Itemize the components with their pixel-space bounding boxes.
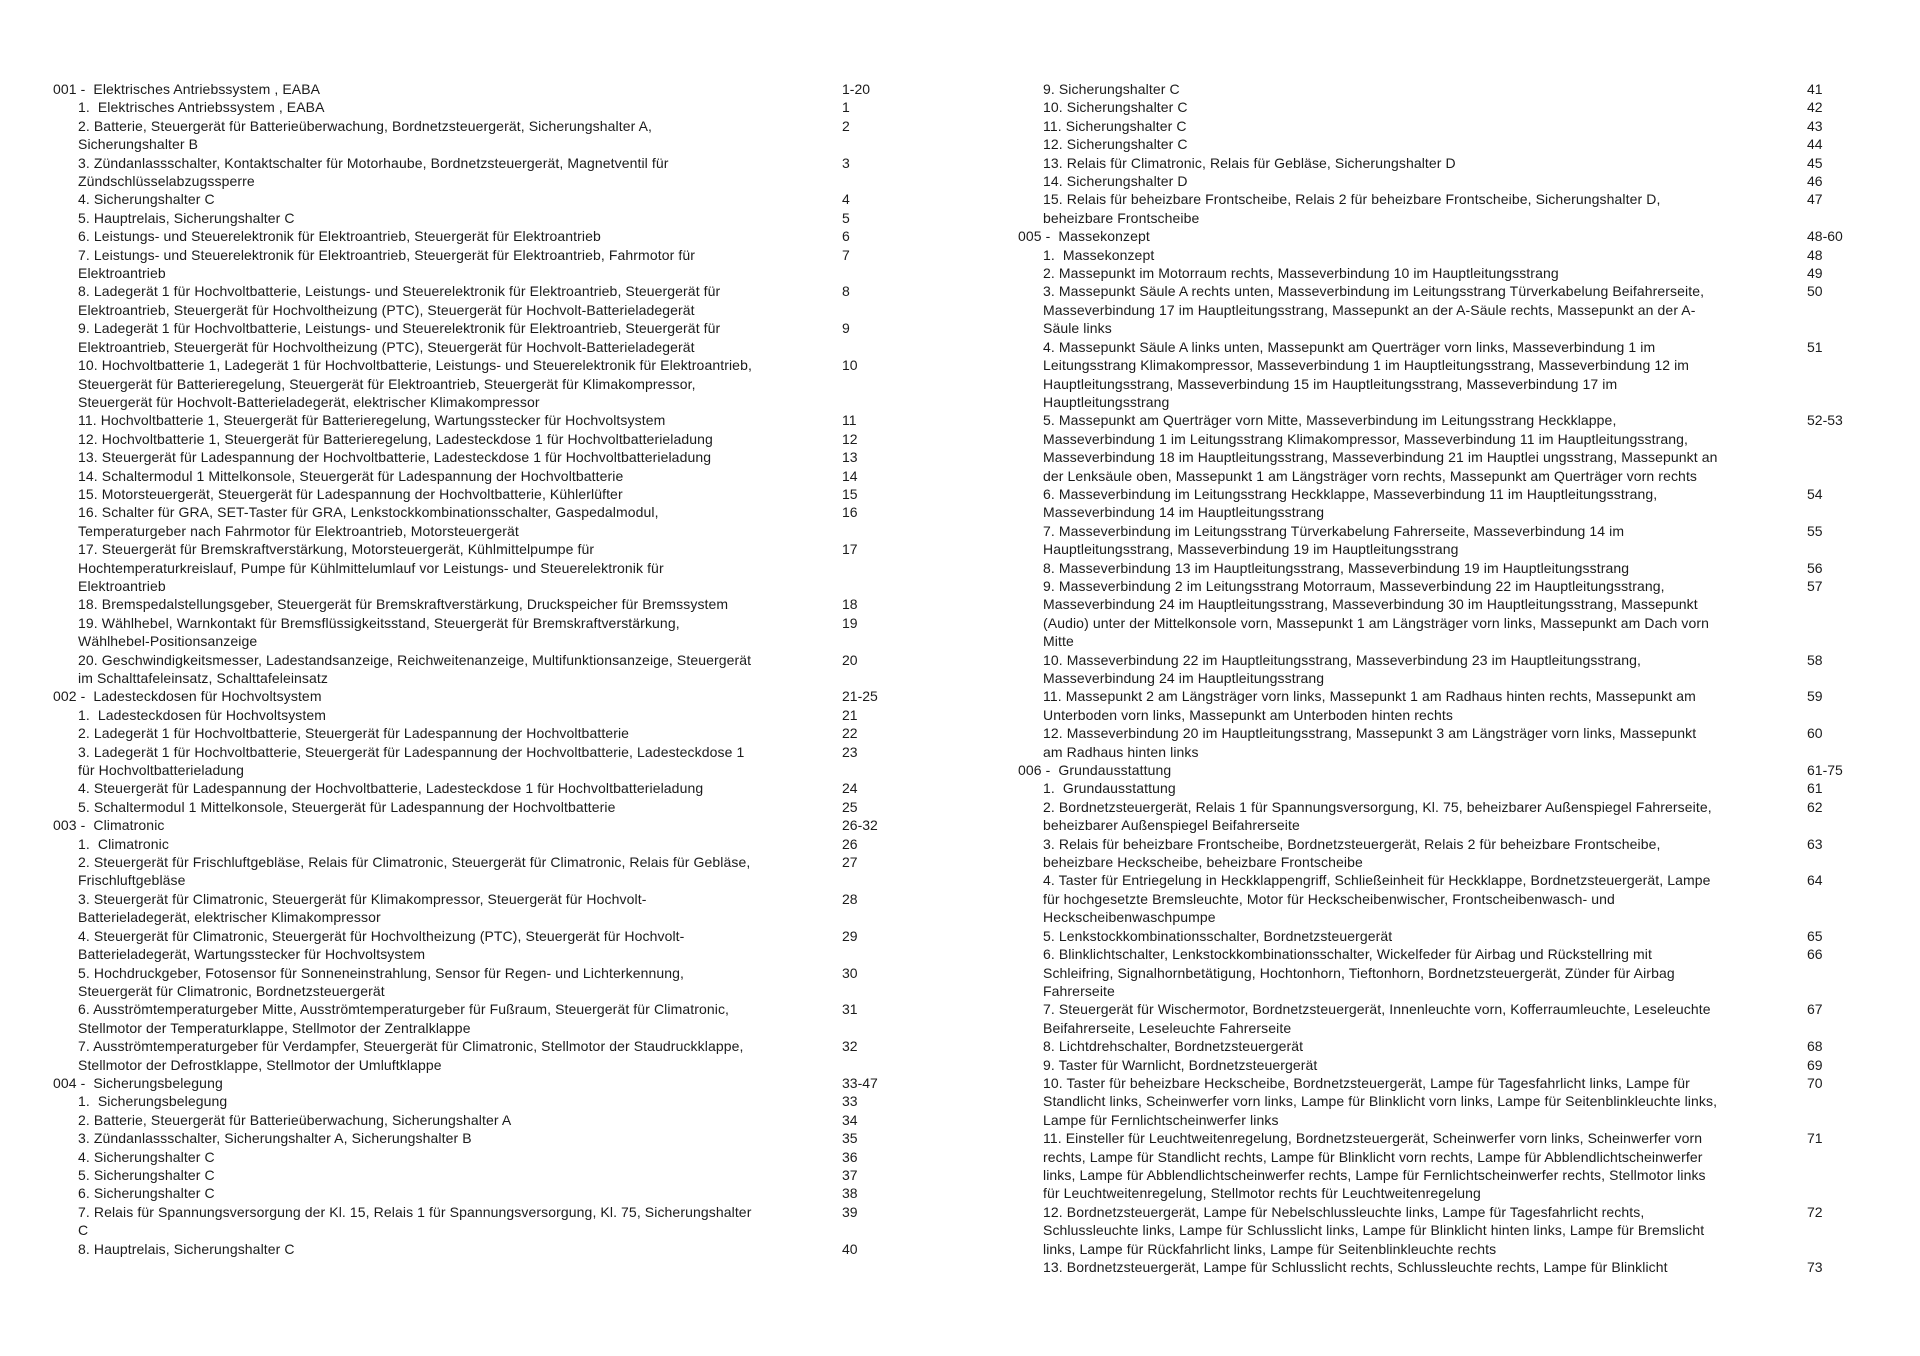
entry-page-number: 61 <box>1807 780 1823 797</box>
entry-label: 10. Masseverbindung 22 im Hauptleitungsstrang, Masseverbindung 23 im Hauptleitungsstrang, Masseverbindung 24 im Hauptleitungsstrang <box>1043 651 1646 686</box>
entry-page-number: 18 <box>842 596 858 613</box>
toc-item-row <box>53 1092 913 1110</box>
toc-item-row <box>1018 190 1878 227</box>
toc-item-row <box>53 467 913 485</box>
entry-page-number: 26-32 <box>842 817 878 834</box>
entry-page-number: 61-75 <box>1807 762 1843 779</box>
toc-item-row <box>53 1111 913 1129</box>
entry-page-number: 70 <box>1807 1074 1823 1091</box>
entry-page-number: 73 <box>1807 1259 1823 1275</box>
entry-label: 2. Steuergerät für Frischluftgebläse, Relais für Climatronic, Steuergerät für Climatronic, Relais für Gebläse, Frischluftgebläse <box>78 854 755 889</box>
entry-page-number: 35 <box>842 1130 858 1147</box>
toc-item-row <box>1018 117 1878 135</box>
entry-label: 12. Masseverbindung 20 im Hauptleitungsstrang, Massepunkt 3 am Längsträger vorn links, Massepunkt am Radhaus hinten links <box>1043 725 1701 760</box>
entry-page-number: 64 <box>1807 872 1823 889</box>
entry-page-number: 52-53 <box>1807 412 1843 429</box>
entry-label: 2. Ladegerät 1 für Hochvoltbatterie, Steuergerät für Ladespannung der Hochvoltbatterie <box>78 725 630 742</box>
entry-label: 2. Batterie, Steuergerät für Batterieüberwachung, Sicherungshalter A <box>78 1111 512 1128</box>
entry-page-number: 28 <box>842 890 858 907</box>
entry-label: 11. Hochvoltbatterie 1, Steuergerät für Batterieregelung, Wartungsstecker für Hochvoltsystem <box>78 412 666 429</box>
entry-page-number: 7 <box>842 246 850 263</box>
toc-item-row <box>1018 1074 1878 1129</box>
entry-label: 5. Hauptrelais, Sicherungshalter C <box>78 209 295 226</box>
entry-page-number: 50 <box>1807 283 1823 300</box>
entry-page-number: 32 <box>842 1038 858 1055</box>
entry-page-number: 27 <box>842 854 858 871</box>
entry-label: 001 - Elektrisches Antriebssystem , EABA <box>53 81 321 97</box>
entry-label: 16. Schalter für GRA, SET-Taster für GRA, Lenkstockkombinationsschalter, Gaspedalmodul, Temperaturgeber nach Fahrmotor für Elektroantrieb, Motorsteuergerät <box>78 504 663 539</box>
entry-label: 11. Sicherungshalter C <box>1043 117 1187 134</box>
entry-label: 6. Leistungs- und Steuerelektronik für Elektroantrieb, Steuergerät für Elektroantrieb <box>78 228 601 245</box>
toc-item-row <box>53 356 913 411</box>
toc-item-row <box>1018 835 1878 872</box>
entry-label: 4. Steuergerät für Climatronic, Steuergerät für Hochvoltheizung (PTC), Steuergerät für Hochvolt-Batterieladegerät, Wartungsstecker für Hochvoltsystem <box>78 927 685 963</box>
entry-page-number: 21-25 <box>842 688 878 705</box>
entry-page-number: 59 <box>1807 688 1823 705</box>
toc-item-row <box>1018 172 1878 190</box>
entry-page-number: 57 <box>1807 577 1823 594</box>
entry-label: 3. Zündanlassschalter, Kontaktschalter für Motorhaube, Bordnetzsteuergerät, Magnetventil für Zündschlüsselabzugssperre <box>78 154 673 190</box>
toc-item-row <box>1018 559 1878 577</box>
entry-label: 5. Hochdruckgeber, Fotosensor für Sonneneinstrahlung, Sensor für Regen- und Lichterkennung, Steuergerät für Climatronic, Bordnetzsteuergerät <box>78 964 689 999</box>
toc-item-row <box>1018 246 1878 264</box>
toc-item-row <box>1018 411 1878 485</box>
toc-item-row <box>1018 1000 1878 1037</box>
toc-item-row <box>53 1166 913 1184</box>
toc-item-row <box>1018 98 1878 116</box>
entry-label: 15. Relais für beheizbare Frontscheibe, Relais 2 für beheizbare Frontscheibe, Sicherungshalter D, beheizbare Frontscheibe <box>1043 191 1665 226</box>
entry-page-number: 30 <box>842 964 858 981</box>
entry-page-number: 58 <box>1807 651 1823 668</box>
toc-section-row <box>53 687 913 705</box>
entry-label: 004 - Sicherungsbelegung <box>53 1074 223 1091</box>
toc-item-row <box>53 964 913 1001</box>
toc-item-row <box>1018 264 1878 282</box>
entry-label: 4. Sicherungshalter C <box>78 1148 215 1165</box>
toc-section-row <box>53 816 913 834</box>
entry-label: 3. Zündanlassschalter, Sicherungshalter A, Sicherungshalter B <box>78 1130 472 1147</box>
entry-page-number: 1 <box>842 99 850 116</box>
entry-label: 10. Taster für beheizbare Heckscheibe, Bordnetzsteuergerät, Lampe für Tagesfahrlicht links, Lampe für Standlicht links, Scheinwerfer vorn links, Lampe für Blinklicht vorn links, Lampe für Seitenblinkleuchte links, Lampe für Fernlichtscheinwerfer links <box>1043 1074 1722 1128</box>
entry-page-number: 54 <box>1807 485 1823 502</box>
toc-item-row <box>1018 80 1878 98</box>
toc-item-row <box>53 706 913 724</box>
entry-page-number: 17 <box>842 541 858 558</box>
toc-item-row <box>1018 687 1878 724</box>
toc-item-row <box>53 1240 913 1258</box>
entry-label: 15. Motorsteuergerät, Steuergerät für Ladespannung der Hochvoltbatterie, Kühlerlüfter <box>78 485 623 502</box>
entry-label: 8. Hauptrelais, Sicherungshalter C <box>78 1240 295 1257</box>
entry-page-number: 41 <box>1807 81 1823 97</box>
toc-column-left <box>53 80 913 1292</box>
entry-page-number: 46 <box>1807 173 1823 190</box>
entry-label: 10. Hochvoltbatterie 1, Ladegerät 1 für Hochvoltbatterie, Leistungs- und Steuerelektronik für Elektroantrieb, Steuergerät für Batterieregelung, Steuergerät für Elektroantrieb, Steuergerät für Klimakompressor, Steuergerät für Hochvolt-Batterieladegerät, elektrischer Klimakompressor <box>78 357 756 410</box>
entry-label: 2. Batterie, Steuergerät für Batterieüberwachung, Bordnetzsteuergerät, Sicherungshalter A, Sicherungshalter B <box>78 117 656 153</box>
toc-item-row <box>53 651 913 688</box>
toc-item-row <box>1018 1203 1878 1258</box>
toc-section-row <box>1018 227 1878 245</box>
entry-page-number: 22 <box>842 725 858 742</box>
entry-label: 4. Steuergerät für Ladespannung der Hochvoltbatterie, Ladesteckdose 1 für Hochvoltbatterieladung <box>78 780 704 797</box>
entry-page-number: 6 <box>842 228 850 245</box>
entry-label: 5. Lenkstockkombinationsschalter, Bordnetzsteuergerät <box>1043 927 1393 944</box>
entry-page-number: 60 <box>1807 725 1823 742</box>
toc-section-row <box>53 80 913 98</box>
toc-item-row <box>53 1037 913 1074</box>
toc-section-row <box>1018 761 1878 779</box>
entry-label: 6. Blinklichtschalter, Lenkstockkombinationsschalter, Wickelfeder für Airbag und Rückstellring mit Schleifring, Signalhornbetätigung, Hochtonhorn, Tieftonhorn, Bordnetzsteuergerät, Zünder für Airbag Fahrerseite <box>1043 946 1679 999</box>
entry-page-number: 8 <box>842 283 850 300</box>
entry-label: 6. Masseverbindung im Leitungsstrang Heckklappe, Masseverbindung 11 im Hauptleitungsstrang, Masseverbindung 14 im Hauptleitungsstrang <box>1043 485 1662 521</box>
entry-label: 17. Steuergerät für Bremskraftverstärkung, Motorsteuergerät, Kühlmittelpumpe für Hochtemperaturkreislauf, Pumpe für Kühlmittelumlauf vor Leistungs- und Steuerelektronik für Elektroantrieb <box>78 541 668 594</box>
entry-label: 8. Masseverbindung 13 im Hauptleitungsstrang, Masseverbindung 19 im Hauptleitungsstrang <box>1043 559 1630 576</box>
entry-page-number: 29 <box>842 927 858 944</box>
entry-label: 6. Sicherungshalter C <box>78 1185 215 1202</box>
entry-page-number: 4 <box>842 191 850 208</box>
toc-item-row <box>53 853 913 890</box>
toc-item-row <box>53 448 913 466</box>
toc-item-row <box>1018 485 1878 522</box>
toc-item-row <box>1018 798 1878 835</box>
toc-item-row <box>53 1184 913 1202</box>
entry-page-number: 56 <box>1807 559 1823 576</box>
entry-page-number: 14 <box>842 467 858 484</box>
entry-label: 5. Sicherungshalter C <box>78 1166 215 1183</box>
entry-label: 4. Taster für Entriegelung in Heckklappengriff, Schließeinheit für Heckklappe, Bordnetzsteuergerät, Lampe für hochgesetzte Bremsleuchte, Motor für Heckscheibenwischer, Frontscheibenwasch- und Heckscheibenwaschpumpe <box>1043 872 1715 926</box>
entry-label: 4. Sicherungshalter C <box>78 191 215 208</box>
entry-page-number: 39 <box>842 1203 858 1220</box>
entry-label: 3. Relais für beheizbare Frontscheibe, Bordnetzsteuergerät, Relais 2 für beheizbare Frontscheibe, beheizbare Heckscheibe, beheizbare Frontscheibe <box>1043 835 1665 871</box>
entry-page-number: 48 <box>1807 246 1823 263</box>
entry-page-number: 71 <box>1807 1130 1823 1147</box>
toc-item-row <box>53 246 913 283</box>
entry-page-number: 23 <box>842 743 858 760</box>
entry-label: 12. Sicherungshalter C <box>1043 136 1188 153</box>
entry-label: 002 - Ladesteckdosen für Hochvoltsystem <box>53 688 322 705</box>
entry-label: 003 - Climatronic <box>53 817 165 834</box>
toc-column-right <box>1018 80 1878 1292</box>
entry-page-number: 3 <box>842 154 850 171</box>
toc-item-row <box>53 835 913 853</box>
entry-label: 14. Sicherungshalter D <box>1043 173 1188 190</box>
entry-label: 13. Relais für Climatronic, Relais für Gebläse, Sicherungshalter D <box>1043 154 1456 171</box>
entry-label: 7. Masseverbindung im Leitungsstrang Türverkabelung Fahrerseite, Masseverbindung 14 im Hauptleitungsstrang, Masseverbindung 19 im Hauptleitungsstrang <box>1043 522 1629 558</box>
entry-label: 2. Bordnetzsteuergerät, Relais 1 für Spannungsversorgung, Kl. 75, beheizbarer Außenspiegel Fahrerseite, beheizbarer Außenspiegel Beifahrerseite <box>1043 798 1716 834</box>
entry-page-number: 24 <box>842 780 858 797</box>
toc-item-row <box>53 98 913 116</box>
entry-page-number: 49 <box>1807 265 1823 282</box>
entry-page-number: 21 <box>842 706 858 723</box>
entry-page-number: 16 <box>842 504 858 521</box>
toc-item-row <box>53 190 913 208</box>
toc-item-row <box>1018 779 1878 797</box>
toc-item-row <box>53 540 913 595</box>
toc-item-row <box>53 227 913 245</box>
entry-page-number: 55 <box>1807 522 1823 539</box>
entry-page-number: 62 <box>1807 798 1823 815</box>
entry-label: 7. Steuergerät für Wischermotor, Bordnetzsteuergerät, Innenleuchte vorn, Kofferraumleuchte, Leseleuchte Beifahrerseite, Leseleuchte Fahrerseite <box>1043 1001 1715 1036</box>
entry-label: 2. Massepunkt im Motorraum rechts, Masseverbindung 10 im Hauptleitungsstrang <box>1043 265 1559 282</box>
entry-page-number: 45 <box>1807 154 1823 171</box>
entry-page-number: 48-60 <box>1807 228 1843 245</box>
toc-item-row <box>53 798 913 816</box>
entry-page-number: 13 <box>842 449 858 466</box>
toc-item-row <box>53 890 913 927</box>
toc-item-row <box>1018 282 1878 337</box>
entry-label: 005 - Massekonzept <box>1018 228 1150 245</box>
toc-item-row <box>53 614 913 651</box>
toc-item-row <box>53 319 913 356</box>
entry-page-number: 66 <box>1807 946 1823 963</box>
entry-label: 13. Steuergerät für Ladespannung der Hochvoltbatterie, Ladesteckdose 1 für Hochvoltbatterieladung <box>78 449 712 466</box>
entry-page-number: 65 <box>1807 927 1823 944</box>
entry-label: 3. Ladegerät 1 für Hochvoltbatterie, Steuergerät für Ladespannung der Hochvoltbatterie, Ladesteckdose 1 für Hochvoltbatterieladung <box>78 743 749 779</box>
toc-item-row <box>53 209 913 227</box>
entry-page-number: 5 <box>842 209 850 226</box>
entry-page-number: 40 <box>842 1240 858 1257</box>
entry-label: 11. Massepunkt 2 am Längsträger vorn links, Massepunkt 1 am Radhaus hinten rechts, Massepunkt am Unterboden vorn links, Massepunkt am Unterboden hinten rechts <box>1043 688 1700 723</box>
toc-item-row <box>53 779 913 797</box>
toc-item-row <box>53 1000 913 1037</box>
entry-page-number: 11 <box>842 412 857 429</box>
entry-page-number: 37 <box>842 1166 858 1183</box>
toc-item-row <box>1018 135 1878 153</box>
toc-item-row <box>1018 651 1878 688</box>
toc-item-row <box>53 595 913 613</box>
toc-section-row <box>53 1074 913 1092</box>
entry-label: 1. Grundausstattung <box>1043 780 1176 797</box>
entry-page-number: 47 <box>1807 191 1823 208</box>
entry-label: 14. Schaltermodul 1 Mittelkonsole, Steuergerät für Ladespannung der Hochvoltbatterie <box>78 467 624 484</box>
entry-label: 11. Einsteller für Leuchtweitenregelung, Bordnetzsteuergerät, Scheinwerfer vorn links, Scheinwerfer vorn rechts, Lampe für Standlicht rechts, Lampe für Blinklicht vorn rechts, Lampe für Abblendlichtscheinwerfer links, Lampe für Abblendlichtscheinwerfer rechts, Lampe für Fernlichtscheinwerfer rechts, Stellmotor links für Leuchtweitenregelung, Stellmotor rechts für Leuchtweitenregelung <box>1043 1130 1710 1202</box>
entry-page-number: 1-20 <box>842 81 871 97</box>
toc-item-row <box>1018 1056 1878 1074</box>
entry-label: 9. Masseverbindung 2 im Leitungsstrang Motorraum, Masseverbindung 22 im Hauptleitungsstrang, Masseverbindung 24 im Hauptleitungsstrang, Masseverbindung 30 im Hauptleitungsstrang, Massepunkt (Audio) unter der Mittelkonsole vorn, Massepunkt 1 am Längsträger vorn links, Massepunkt am Dach vorn Mitte <box>1043 577 1714 650</box>
entry-page-number: 36 <box>842 1148 858 1165</box>
entry-page-number: 2 <box>842 117 850 134</box>
entry-label: 1. Sicherungsbelegung <box>78 1093 228 1110</box>
toc-item-row <box>53 411 913 429</box>
entry-label: 10. Sicherungshalter C <box>1043 99 1188 116</box>
entry-label: 19. Wählhebel, Warnkontakt für Bremsflüssigkeitsstand, Steuergerät für Bremskraftverstärkung, Wählhebel-Positionsanzeige <box>78 614 684 650</box>
entry-label: 7. Ausströmtemperaturgeber für Verdampfer, Steuergerät für Climatronic, Stellmotor der Staudruckklappe, Stellmotor der Defrostklappe, Stellmotor der Umluftklappe <box>78 1038 748 1073</box>
toc-item-row <box>53 485 913 503</box>
entry-label: 1. Massekonzept <box>1043 246 1155 263</box>
toc-item-row <box>1018 724 1878 761</box>
entry-label: 6. Ausströmtemperaturgeber Mitte, Ausströmtemperaturgeber für Fußraum, Steuergerät für Climatronic, Stellmotor der Temperaturklappe, Stellmotor der Zentralklappe <box>78 1001 734 1036</box>
toc-item-row <box>53 282 913 319</box>
entry-page-number: 38 <box>842 1185 858 1202</box>
entry-label: 3. Massepunkt Säule A rechts unten, Masseverbindung im Leitungsstrang Türverkabelung Beifahrerseite, Masseverbindung 17 im Hauptleitungsstrang, Massepunkt an der A-Säule rechts, Massepunkt an der A-Säule links <box>1043 283 1709 337</box>
entry-label: 5. Massepunkt am Querträger vorn Mitte, Masseverbindung im Leitungsstrang Heckklappe, Masseverbindung 1 im Leitungsstrang Klimakompressor, Masseverbindung 11 im Hauptleitungsstrang, Masseverbindung 18 im Hauptleitungsstrang, Masseverbindung 21 im Hauptlei ungsstrang, Massepunkt an der Lenksäule oben, Massepunkt 1 am Längsträger vorn rechts, Massepunkt am Querträger vorn rechts <box>1043 412 1722 484</box>
toc-item-row <box>1018 338 1878 412</box>
entry-page-number: 34 <box>842 1111 858 1128</box>
entry-page-number: 31 <box>842 1001 858 1018</box>
toc-item-row <box>53 430 913 448</box>
entry-label: 1. Elektrisches Antriebssystem , EABA <box>78 99 325 116</box>
entry-label: 5. Schaltermodul 1 Mittelkonsole, Steuergerät für Ladespannung der Hochvoltbatterie <box>78 798 616 815</box>
entry-label: 12. Hochvoltbatterie 1, Steuergerät für Batterieregelung, Ladesteckdose 1 für Hochvoltbatterieladung <box>78 430 713 447</box>
toc-item-row <box>53 724 913 742</box>
toc-item-row <box>53 1203 913 1240</box>
entry-label: 18. Bremspedalstellungsgeber, Steuergerät für Bremskraftverstärkung, Druckspeicher für Bremssystem <box>78 596 729 613</box>
entry-page-number: 43 <box>1807 117 1823 134</box>
entry-page-number: 26 <box>842 835 858 852</box>
entry-page-number: 67 <box>1807 1001 1823 1018</box>
entry-label: 8. Lichtdrehschalter, Bordnetzsteuergerät <box>1043 1038 1304 1055</box>
entry-label: 1. Ladesteckdosen für Hochvoltsystem <box>78 706 327 723</box>
entry-page-number: 25 <box>842 798 858 815</box>
entry-page-number: 33 <box>842 1093 858 1110</box>
entry-page-number: 12 <box>842 430 858 447</box>
entry-label: 20. Geschwindigkeitsmesser, Ladestandsanzeige, Reichweitenanzeige, Multifunktionsanzeige, Steuergerät im Schalttafeleinsatz, Schalttafeleinsatz <box>78 651 756 686</box>
entry-label: 3. Steuergerät für Climatronic, Steuergerät für Klimakompressor, Steuergerät für Hochvolt-Batterieladegerät, elektrischer Klimakompressor <box>78 890 647 926</box>
entry-page-number: 51 <box>1807 338 1823 355</box>
toc-item-row <box>53 1148 913 1166</box>
entry-page-number: 15 <box>842 485 858 502</box>
entry-page-number: 19 <box>842 614 858 631</box>
toc-item-row <box>53 927 913 964</box>
entry-label: 4. Massepunkt Säule A links unten, Massepunkt am Querträger vorn links, Masseverbindung 1 im Leitungsstrang Klimakompressor, Masseverbindung 1 im Hauptleitungsstrang, Masseverbindung 12 im Hauptleitungsstrang, Masseverbindung 15 im Hauptleitungsstrang, Masseverbindung 17 im Hauptleitungsstrang <box>1043 338 1694 410</box>
toc-item-row <box>1018 927 1878 945</box>
entry-label: 7. Leistungs- und Steuerelektronik für Elektroantrieb, Steuergerät für Elektroantrieb, Fahrmotor für Elektroantrieb <box>78 246 699 282</box>
toc-item-row <box>53 1129 913 1147</box>
toc-item-row <box>53 117 913 154</box>
entry-page-number: 42 <box>1807 99 1823 116</box>
entry-page-number: 9 <box>842 320 850 337</box>
entry-label: 1. Climatronic <box>78 835 169 852</box>
entry-page-number: 63 <box>1807 835 1823 852</box>
entry-page-number: 69 <box>1807 1056 1823 1073</box>
toc-item-row <box>1018 577 1878 651</box>
entry-page-number: 33-47 <box>842 1074 878 1091</box>
entry-label: 12. Bordnetzsteuergerät, Lampe für Nebelschlussleuchte links, Lampe für Tagesfahrlicht rechts, Schlussleuchte links, Lampe für Schlusslicht links, Lampe für Blinklicht hinten links, Lampe für Bremslicht links, Lampe für Rückfahrlicht links, Lampe für Seitenblinkleuchte rechts <box>1043 1203 1709 1257</box>
toc-item-row <box>1018 1258 1878 1276</box>
toc-item-row <box>1018 154 1878 172</box>
entry-page-number: 44 <box>1807 136 1823 153</box>
entry-page-number: 20 <box>842 651 858 668</box>
entry-page-number: 10 <box>842 357 858 374</box>
toc-item-row <box>1018 522 1878 559</box>
entry-label: 8. Ladegerät 1 für Hochvoltbatterie, Leistungs- und Steuerelektronik für Elektroantrieb, Steuergerät für Elektroantrieb, Steuergerät für Hochvoltheizung (PTC), Steuergerät für Hochvolt-Batterieladegerät <box>78 283 725 318</box>
toc-item-row <box>1018 871 1878 926</box>
entry-label: 9. Sicherungshalter C <box>1043 81 1180 97</box>
toc-item-row <box>1018 945 1878 1000</box>
toc-item-row <box>1018 1037 1878 1055</box>
entry-label: 7. Relais für Spannungsversorgung der Kl. 15, Relais 1 für Spannungsversorgung, Kl. 75, Sicherungshalter C <box>78 1203 756 1239</box>
toc-item-row <box>53 154 913 191</box>
toc-item-row <box>53 743 913 780</box>
entry-label: 13. Bordnetzsteuergerät, Lampe für Schlusslicht rechts, Schlussleuchte rechts, Lampe für Blinklicht <box>1043 1259 1668 1275</box>
entry-page-number: 68 <box>1807 1038 1823 1055</box>
entry-label: 9. Ladegerät 1 für Hochvoltbatterie, Leistungs- und Steuerelektronik für Elektroantrieb, Steuergerät für Elektroantrieb, Steuergerät für Hochvoltheizung (PTC), Steuergerät für Hochvolt-Batterieladegerät <box>78 320 725 355</box>
toc-item-row <box>1018 1129 1878 1203</box>
entry-page-number: 72 <box>1807 1203 1823 1220</box>
entry-label: 006 - Grundausstattung <box>1018 762 1172 779</box>
toc-item-row <box>53 503 913 540</box>
entry-label: 9. Taster für Warnlicht, Bordnetzsteuergerät <box>1043 1056 1318 1073</box>
